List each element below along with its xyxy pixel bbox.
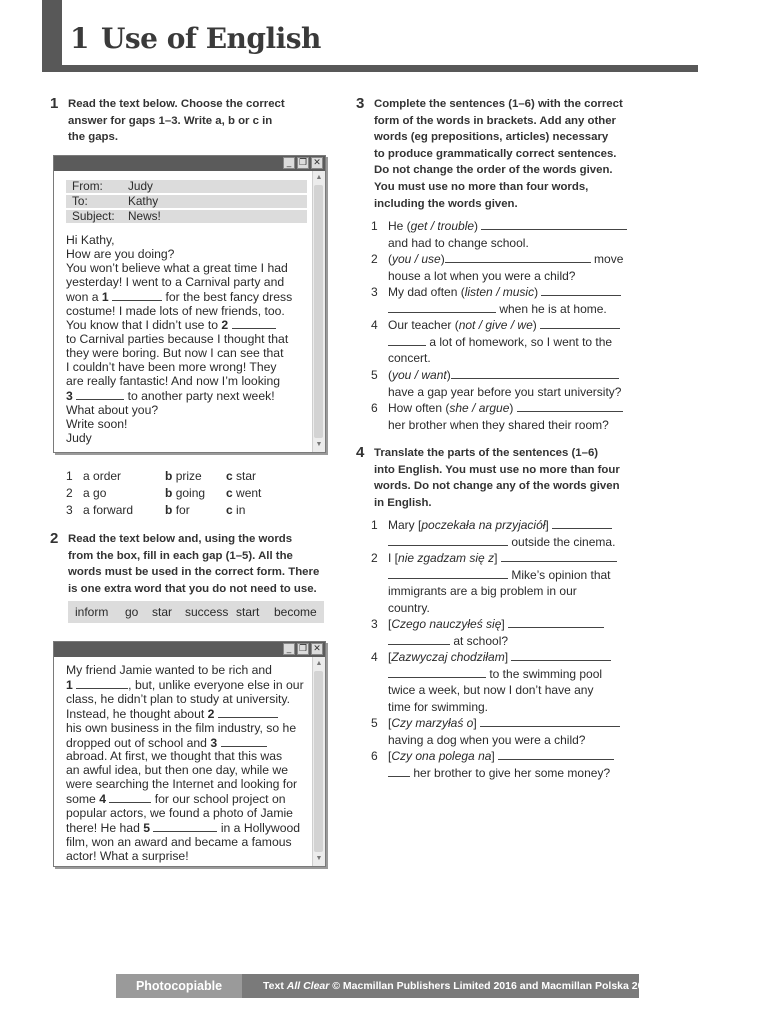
page-title: 1 Use of English xyxy=(70,22,321,55)
window-titlebar xyxy=(54,642,325,657)
photocopiable-label: Photocopiable xyxy=(116,974,242,998)
ex3-item-3: 3 My dad often (listen / music) when he is at home. xyxy=(371,284,671,317)
gap-1[interactable] xyxy=(76,678,128,689)
answer-blank[interactable] xyxy=(388,766,410,777)
answer-blank[interactable] xyxy=(517,401,623,412)
email-window xyxy=(53,155,326,453)
email-from-row: From: Judy xyxy=(66,180,307,193)
email-body: From: Judy To: Kathy Subject: News! Hi Kathy, How are you doing? You won’t believe what a great time I had yesterday! I went to a Carnival party and won a 1 for the best fancy dress costume! I made lots of new friends, too. You know that I didn’t use to 2 to Carnival parties because I thought that they were boring. But now I can see that I couldn’t have been more wrong! They are really fantastic! And now I’m looking 3 to another party next week! What about you? Write soon! Judy xyxy=(66,180,307,446)
story-window xyxy=(53,641,326,867)
gap-1[interactable] xyxy=(112,290,162,301)
gap-3[interactable] xyxy=(76,389,124,400)
answer-blank[interactable] xyxy=(540,318,620,329)
answer-blank[interactable] xyxy=(388,302,496,313)
answer-blank[interactable] xyxy=(388,535,508,546)
answer-blank[interactable] xyxy=(481,219,627,230)
answer-blank[interactable] xyxy=(501,551,617,562)
story-body: My friend Jamie wanted to be rich and 1 , but, unlike everyone else in our class, he didn’t plan to study at university. Instead, he thought about 2 his own business in the film industry, so he dropped out of school and 3 abroad. At first, we thought that this was an awful idea, but then one day, while we were searching the Internet and looking for some 4 for our school project on popular actors, we found a photo of Jamie there! He had 5 in a Hollywood film, won an award and became a famous actor! What a surprise! xyxy=(66,663,304,863)
ex3-item-6: 6 How often (she / argue) her brother when they shared their room? xyxy=(371,400,671,433)
header-rule xyxy=(42,65,698,72)
gap-2[interactable] xyxy=(218,707,278,718)
exercise-4-instruction: Translate the parts of the sentences (1–6) into English. You must use no more than four words. Do not change any of the words given in English. xyxy=(374,447,620,509)
answer-blank[interactable] xyxy=(451,368,619,379)
email-to-row: To: Kathy xyxy=(66,195,307,208)
ex4-item-6: 6 [Czy ona polega na] her brother to give her some money? xyxy=(371,748,671,781)
answer-blank[interactable] xyxy=(388,667,486,678)
gap-2[interactable] xyxy=(232,318,276,329)
answer-blank[interactable] xyxy=(388,335,426,346)
ex3-item-1: 1 He (get / trouble) and had to change school. xyxy=(371,218,671,251)
exercise-3-number: 3 xyxy=(356,95,365,112)
scroll-thumb[interactable] xyxy=(314,671,323,852)
word-box: inform go star success start become xyxy=(68,601,324,623)
exercise-4-number: 4 xyxy=(356,444,365,461)
ex4-item-4: 4 [Zazwyczaj chodziłam] to the swimming pool twice a week, but now I don’t have any time for swimming. xyxy=(371,649,671,715)
exercise-1-instruction: Read the text below. Choose the correct answer for gaps 1–3. Write a, b or c in the gaps. xyxy=(68,98,285,144)
copyright-text: Text All Clear © Macmillan Publishers Limited 2016 and Macmillan Polska 2018 xyxy=(263,980,656,992)
exercise-1-number: 1 xyxy=(50,95,59,112)
exercise-2-instruction: Read the text below and, using the words from the box, fill in each gap (1–5). All the words must be used in the correct form. There is one extra word that you do not need to use. xyxy=(68,533,320,595)
email-subject-row: Subject: News! xyxy=(66,210,307,223)
close-icon[interactable]: ✕ xyxy=(311,157,323,169)
answer-blank[interactable] xyxy=(480,716,620,727)
scroll-up-icon[interactable]: ▲ xyxy=(315,174,323,181)
answer-blank[interactable] xyxy=(445,252,591,263)
header-tab xyxy=(42,0,62,72)
exercise-2-number: 2 xyxy=(50,530,59,547)
gap-3[interactable] xyxy=(221,736,267,747)
answer-blank[interactable] xyxy=(388,568,508,579)
ex4-item-5: 5 [Czy marzyłaś o] having a dog when you were a child? xyxy=(371,715,671,748)
scroll-down-icon[interactable]: ▼ xyxy=(315,441,323,448)
ex3-item-5: 5 (you / want) have a gap year before you start university? xyxy=(371,368,622,399)
scroll-thumb[interactable] xyxy=(314,185,323,438)
footer-bar xyxy=(116,974,656,998)
answer-blank[interactable] xyxy=(498,749,614,760)
scroll-down-icon[interactable]: ▼ xyxy=(315,855,323,862)
answer-blank[interactable] xyxy=(388,634,450,645)
answer-blank[interactable] xyxy=(508,617,604,628)
ex4-item-2: 2 I [nie zgadzam się z] Mike’s opinion that immigrants are a big problem in our country. xyxy=(371,550,671,616)
ex4-item-1: 1 Mary [poczekała na przyjaciół] outside the cinema. xyxy=(371,518,616,549)
scrollbar[interactable] xyxy=(312,657,325,866)
ex4-item-3: 3 [Czego nauczyłeś się] at school? xyxy=(371,616,671,649)
window-titlebar xyxy=(54,156,325,171)
scrollbar[interactable] xyxy=(312,171,325,452)
minimize-icon[interactable]: _ xyxy=(283,157,295,169)
scroll-up-icon[interactable]: ▲ xyxy=(315,660,323,667)
gap-4[interactable] xyxy=(109,792,151,803)
answer-blank[interactable] xyxy=(511,650,611,661)
ex3-item-2: 2 (you / use) move house a lot when you were a child? xyxy=(371,252,624,283)
restore-icon[interactable]: ❐ xyxy=(298,158,308,168)
minimize-icon[interactable]: _ xyxy=(283,643,295,655)
exercise-3-instruction: Complete the sentences (1–6) with the correct form of the words in brackets. Add any other words (eg prepositions, articles) necessary to produce grammatically correct sentences. Do not change the order of the words given. You must use no more than four words, including the words given. xyxy=(374,98,623,210)
restore-icon[interactable]: ❐ xyxy=(298,644,308,654)
gap-5[interactable] xyxy=(153,821,217,832)
ex3-item-4: 4 Our teacher (not / give / we) a lot of homework, so I went to the concert. xyxy=(371,317,671,367)
close-icon[interactable]: ✕ xyxy=(311,643,323,655)
answer-blank[interactable] xyxy=(541,285,621,296)
answer-blank[interactable] xyxy=(552,518,612,529)
